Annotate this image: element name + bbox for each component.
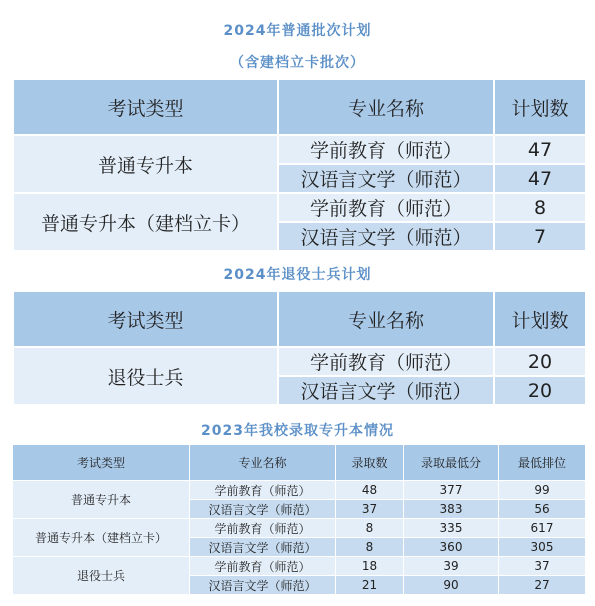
header-major: 专业名称 [278, 79, 494, 135]
exam-type-cell: 普通专升本 [13, 481, 190, 519]
table-header-row [13, 291, 586, 347]
admitted-cell: 8 [336, 519, 404, 538]
major-cell: 学前教育（师范） [278, 347, 494, 376]
major-cell: 学前教育（师范） [278, 135, 494, 164]
section1-subtitle: （含建档立卡批次） [230, 55, 365, 71]
admitted-cell: 21 [336, 576, 404, 595]
min-rank-cell: 37 [499, 557, 586, 576]
exam-type-cell: 退役士兵 [13, 557, 190, 595]
major-cell: 汉语言文学（师范） [278, 376, 494, 405]
table-row [13, 481, 586, 500]
count-cell: 8 [494, 193, 586, 222]
header-plan-count: 计划数 [494, 79, 586, 135]
min-rank-cell: 305 [499, 538, 586, 557]
major-cell: 学前教育（师范） [278, 193, 494, 222]
major-cell: 学前教育（师范） [190, 557, 336, 576]
table-row [13, 193, 586, 222]
header-major: 专业名称 [278, 291, 494, 347]
major-cell: 汉语言文学（师范） [278, 164, 494, 193]
exam-type-cell: 普通专升本 [13, 135, 278, 193]
table-header-row [13, 79, 586, 135]
admitted-cell: 37 [336, 500, 404, 519]
admission-table-2023 [12, 444, 586, 595]
major-cell: 学前教育（师范） [190, 519, 336, 538]
header-major: 专业名称 [190, 445, 336, 481]
count-cell: 20 [494, 347, 586, 376]
major-cell: 汉语言文学（师范） [190, 538, 336, 557]
major-cell: 汉语言文学（师范） [278, 222, 494, 251]
min-score-cell: 39 [404, 557, 499, 576]
min-score-cell: 90 [404, 576, 499, 595]
header-exam-type: 考试类型 [13, 79, 278, 135]
veteran-plan-table-2024 [12, 290, 587, 406]
header-exam-type: 考试类型 [13, 291, 278, 347]
min-rank-cell: 56 [499, 500, 586, 519]
table-row [13, 519, 586, 538]
exam-type-cell: 普通专升本（建档立卡） [13, 519, 190, 557]
count-cell: 47 [494, 135, 586, 164]
header-admitted: 录取数 [336, 445, 404, 481]
table-row [13, 135, 586, 164]
count-cell: 47 [494, 164, 586, 193]
min-score-cell: 377 [404, 481, 499, 500]
plan-table-2024 [12, 78, 587, 252]
min-rank-cell: 99 [499, 481, 586, 500]
min-rank-cell: 27 [499, 576, 586, 595]
min-score-cell: 383 [404, 500, 499, 519]
admitted-cell: 8 [336, 538, 404, 557]
table-header-row [13, 445, 586, 481]
min-score-cell: 360 [404, 538, 499, 557]
table-row [13, 557, 586, 576]
exam-type-cell: 普通专升本（建档立卡） [13, 193, 278, 251]
admitted-cell: 48 [336, 481, 404, 500]
section1-title: 2024年普通批次计划 [223, 23, 372, 39]
major-cell: 学前教育（师范） [190, 481, 336, 500]
header-exam-type: 考试类型 [13, 445, 190, 481]
exam-type-cell: 退役士兵 [13, 347, 278, 405]
table-row [13, 347, 586, 376]
header-min-rank: 最低排位 [499, 445, 586, 481]
admitted-cell: 18 [336, 557, 404, 576]
section2-title: 2024年退役士兵计划 [223, 267, 372, 283]
major-cell: 汉语言文学（师范） [190, 500, 336, 519]
min-score-cell: 335 [404, 519, 499, 538]
count-cell: 20 [494, 376, 586, 405]
min-rank-cell: 617 [499, 519, 586, 538]
major-cell: 汉语言文学（师范） [190, 576, 336, 595]
count-cell: 7 [494, 222, 586, 251]
section3-title: 2023年我校录取专升本情况 [201, 423, 394, 439]
header-min-score: 录取最低分 [404, 445, 499, 481]
header-plan-count: 计划数 [494, 291, 586, 347]
